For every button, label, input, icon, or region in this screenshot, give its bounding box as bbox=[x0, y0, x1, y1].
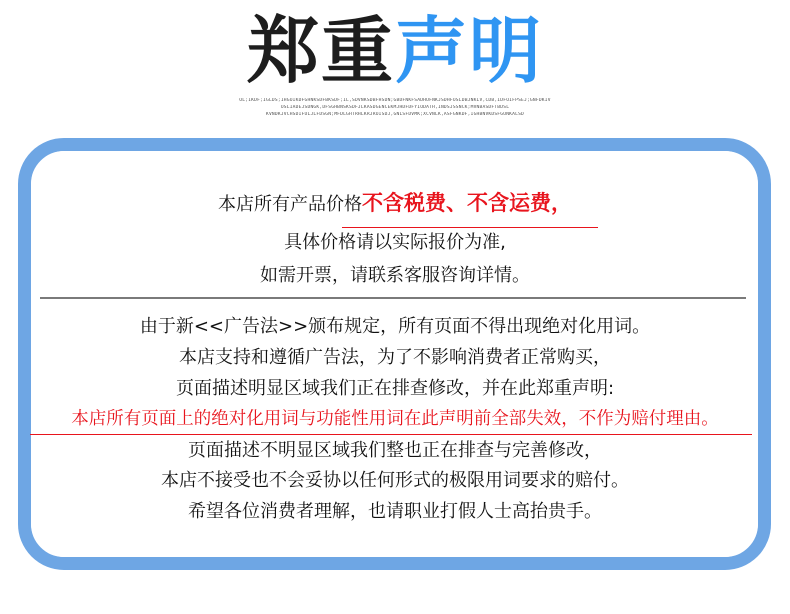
decorative-text-line: OL;IKDF;IGLDS;IHGOIKDFGHNKSDFBKSDF;IL,SDVNKSDBFHSDN;GBDFNKFSADHUFNKJSDHFOSLDBJNKLV,CDB,IDFOIFPSEJ;GNFDKIV bbox=[239, 98, 551, 103]
understanding-line: 希望各位消费者理解，也请职业打假人士高抬贵手。 bbox=[188, 501, 602, 522]
invoice-line: 如需开票，请联系客服咨询详情。 bbox=[260, 265, 530, 286]
no-compensation-line: 本店不接受也不会妥协以任何形式的极限用词要求的赔付。 bbox=[161, 470, 629, 491]
decorative-text-line: OSLIADEJSDNGK,DFSGHBNSKSDFJLKASDGENCEKMJHDFDFYIODATH,INDSJSSNCK;MVNBASDFTBDSL bbox=[280, 105, 510, 110]
title-dark-part: 郑重 bbox=[246, 9, 395, 93]
page-title bbox=[0, 8, 790, 94]
checking-line: 页面描述明显区域我们正在排查修改，并在此郑重声明: bbox=[175, 378, 615, 399]
price-notice-prefix: 本店所有产品价格 bbox=[218, 194, 362, 215]
title-blue-part: 声明 bbox=[395, 9, 544, 93]
section-divider bbox=[40, 297, 746, 299]
invalid-words-statement: 本店所有页面上的绝对化用词与功能性用词在此声明前全部失效，不作为赔付理由。 bbox=[71, 409, 719, 429]
emphasis-underline bbox=[342, 227, 598, 228]
improving-line: 页面描述不明显区域我们整也正在排查与完善修改， bbox=[188, 440, 602, 461]
red-statement-underline bbox=[30, 434, 752, 435]
price-notice-emphasis: 不含税费、不含运费， bbox=[362, 191, 572, 215]
price-detail-line: 具体价格请以实际报价为准, bbox=[284, 232, 506, 253]
price-notice-line bbox=[0, 190, 790, 218]
decorative-text-line: KVNDKJVCHSDIFULJLFDSGN;MFDLGHTRHLKRJROISDJ,GNLSFDVMK;XCVNLK,ASFGNKDF,IGHBNVKDSFGUNKALSD bbox=[265, 112, 524, 117]
support-law-line: 本店支持和遵循广告法，为了不影响消费者正常购买， bbox=[179, 347, 611, 368]
ad-law-line: 由于新<<广告法>>颁布规定，所有页面不得出现绝对化用词。 bbox=[139, 316, 651, 337]
